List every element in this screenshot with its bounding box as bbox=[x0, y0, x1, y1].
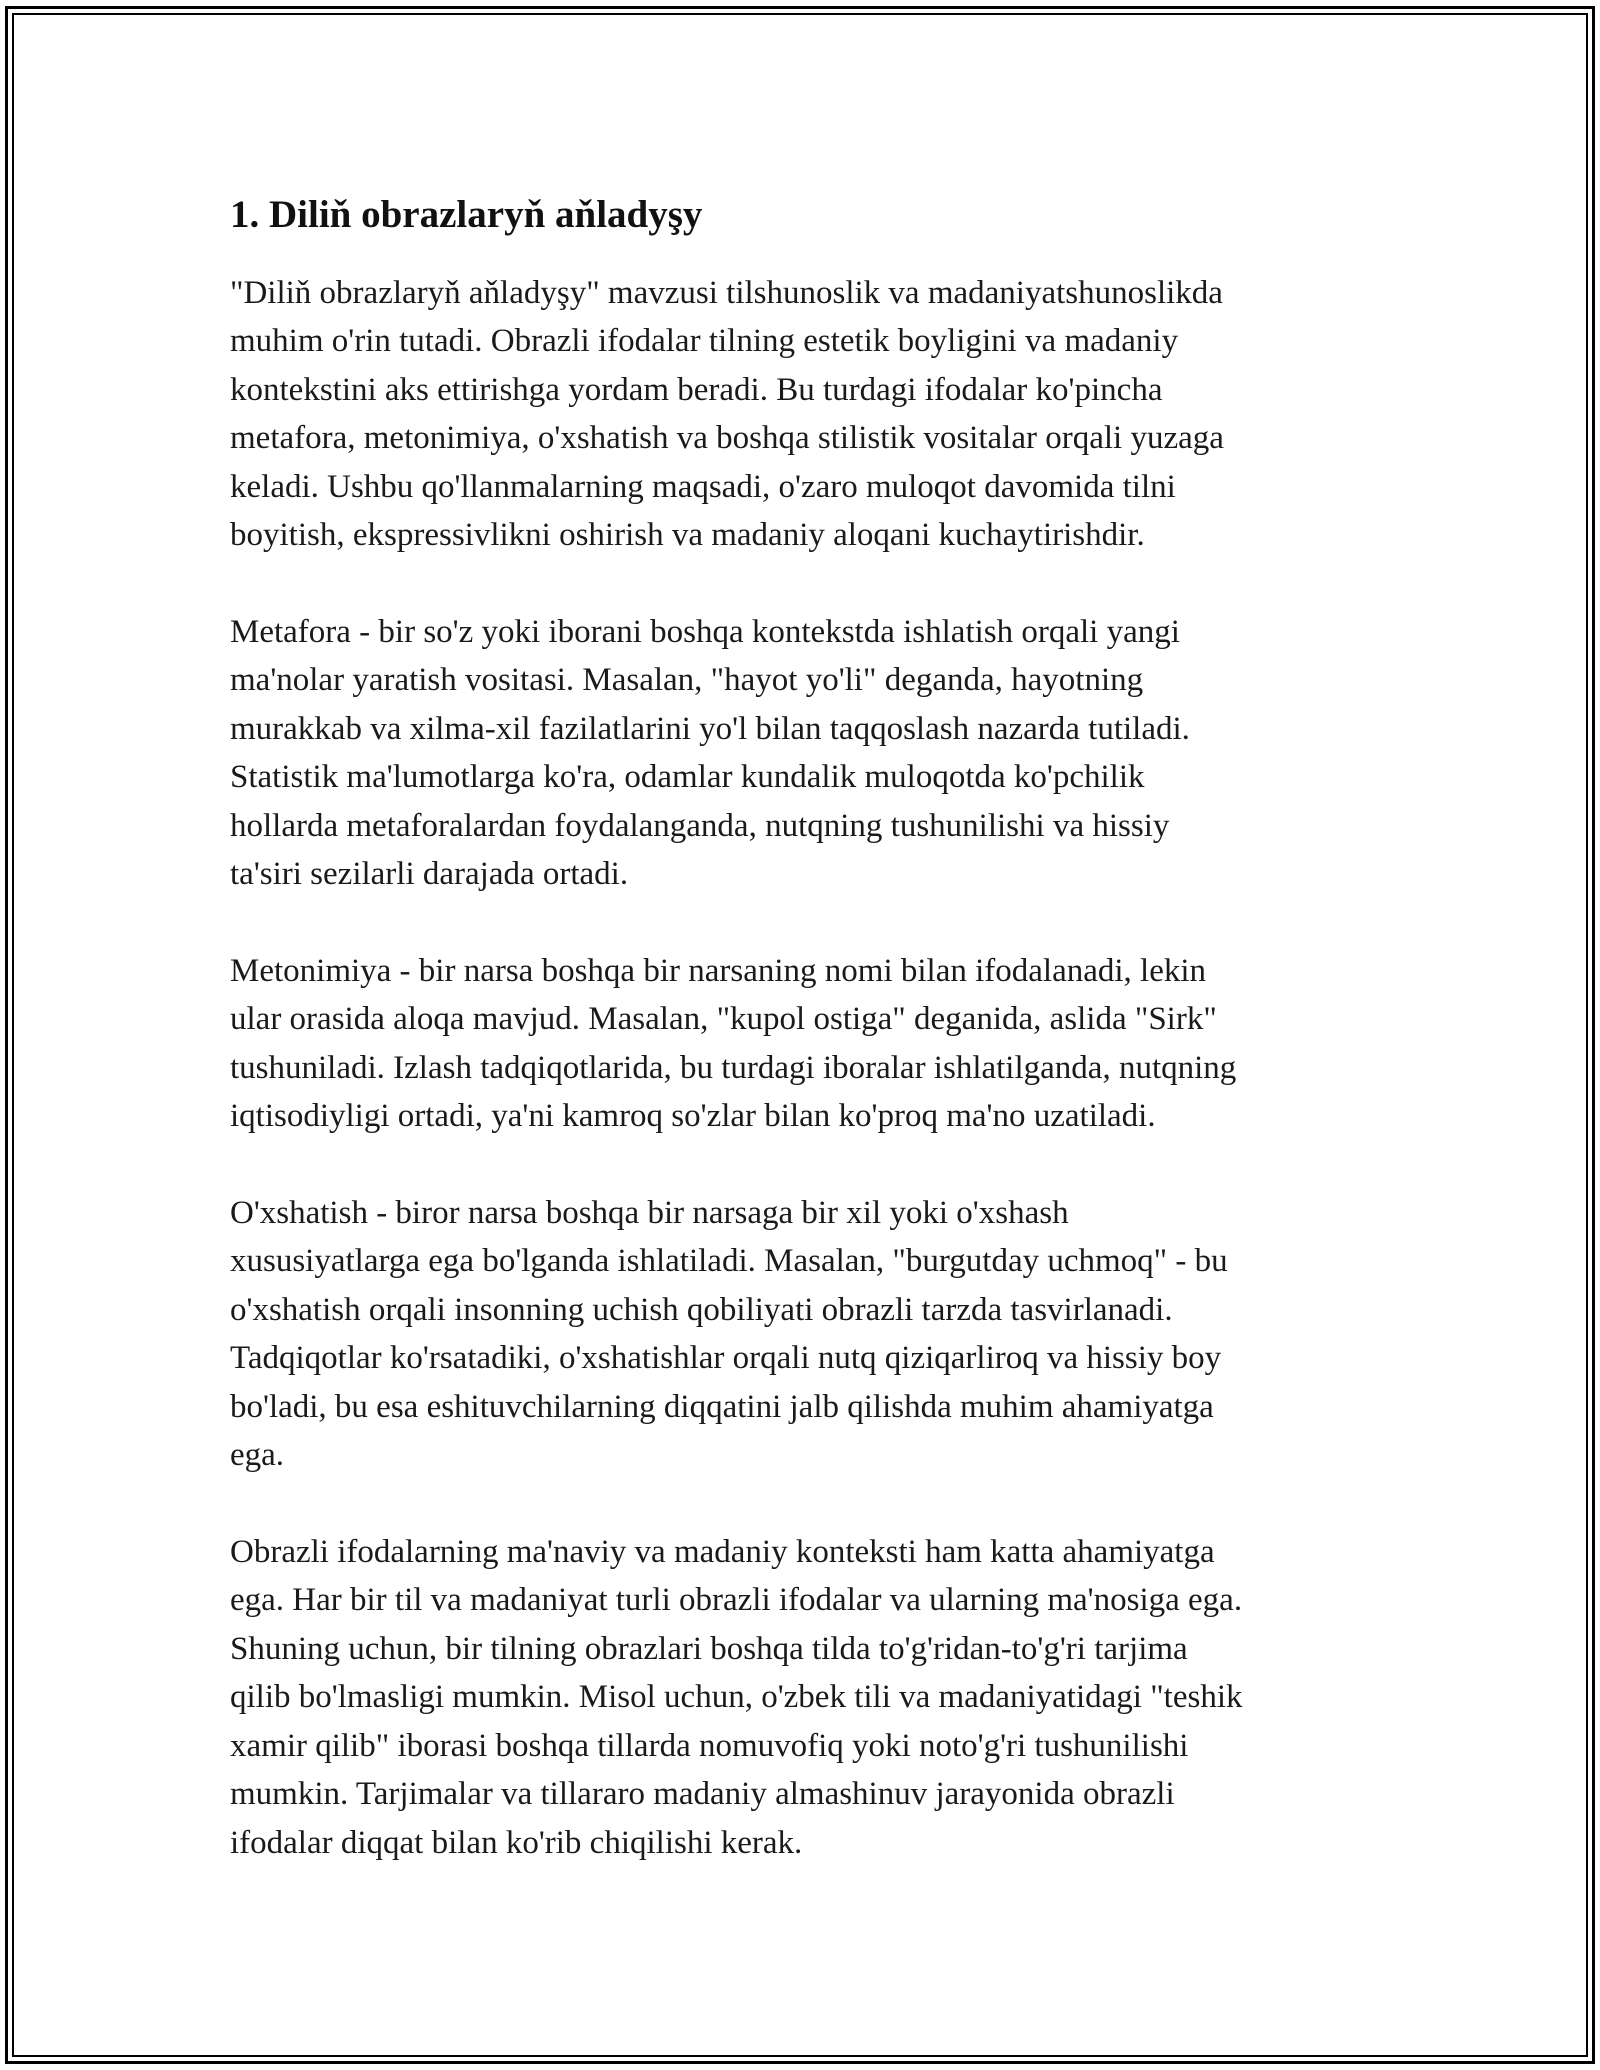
document-body bbox=[230, 160, 1380, 1915]
paragraph-metonimiya: Metonimiya - bir narsa boshqa bir narsaning nomi bilan ifodalanadi, lekin ular orasida aloqa mavjud. Masalan, "kupol ostiga" deganida, aslida "Sirk" tushuniladi. Izlash tadqiqotlarida, bu turdagi iboralar ishlatilganda, nutqning iqtisodiyligi ortadi, ya'ni kamroq so'zlar bilan ko'proq ma'no uzatiladi. bbox=[230, 952, 1237, 1135]
section-heading: 1. Diliň obrazlaryň aňladyşy bbox=[230, 193, 703, 236]
paragraph-metafora: Metafora - bir so'z yoki iborani boshqa kontekstda ishlatish orqali yangi ma'nolar yaratish vositasi. Masalan, "hayot yo'li" deganda, hayotning murakkab va xilma-xil fazilatlarini yo'l bilan taqqoslash nazarda tutiladi. Statistik ma'lumotlarga ko'ra, odamlar kundalik muloqotda ko'pchilik hollarda metaforalardan foydalanganda, nutqning tushunilishi va hissiy ta'siri sezilarli darajada ortadi. bbox=[230, 613, 1190, 893]
paragraph-kontekst: Obrazli ifodalarning ma'naviy va madaniy konteksti ham katta ahamiyatga ega. Har bir til va madaniyat turli obrazli ifodalar va ularning ma'nosiga ega. Shuning uchun, bir tilning obrazlari boshqa tilda to'g'ridan-to'g'ri tarjima qilib bo'lmasligi mumkin. Misol uchun, o'zbek tili va madaniyatidagi "teshik xamir qilib" iborasi boshqa tillarda nomuvofiq yoki noto'g'ri tushunilishi mumkin. Tarjimalar va tillararo madaniy almashinuv jarayonida obrazli ifodalar diqqat bilan ko'rib chiqilishi kerak. bbox=[230, 1533, 1243, 1861]
paragraph-oxshatish: O'xshatish - biror narsa boshqa bir narsaga bir xil yoki o'xshash xususiyatlarga ega bo'lganda ishlatiladi. Masalan, "burgutday uchmoq" - bu o'xshatish orqali insonning uchish qobiliyati obrazli tarzda tasvirlanadi. Tadqiqotlar ko'rsatadiki, o'xshatishlar orqali nutq qiziqarliroq va hissiy boy bo'ladi, bu esa eshituvchilarning diqqatini jalb qilishda muhim ahamiyatga ega. bbox=[230, 1194, 1228, 1474]
paragraph-intro: "Diliň obrazlaryň aňladyşy" mavzusi tilshunoslik va madaniyatshunoslikda muhim o'rin tutadi. Obrazli ifodalar tilning estetik boyligini va madaniy kontekstini aks ettirishga yordam beradi. Bu turdagi ifodalar ko'pincha metafora, metonimiya, o'xshatish va boshqa stilistik vositalar orqali yuzaga keladi. Ushbu qo'llanmalarning maqsadi, o'zaro muloqot davomida tilni boyitish, ekspressivlikni oshirish va madaniy aloqani kuchaytirishdir. bbox=[230, 274, 1224, 554]
